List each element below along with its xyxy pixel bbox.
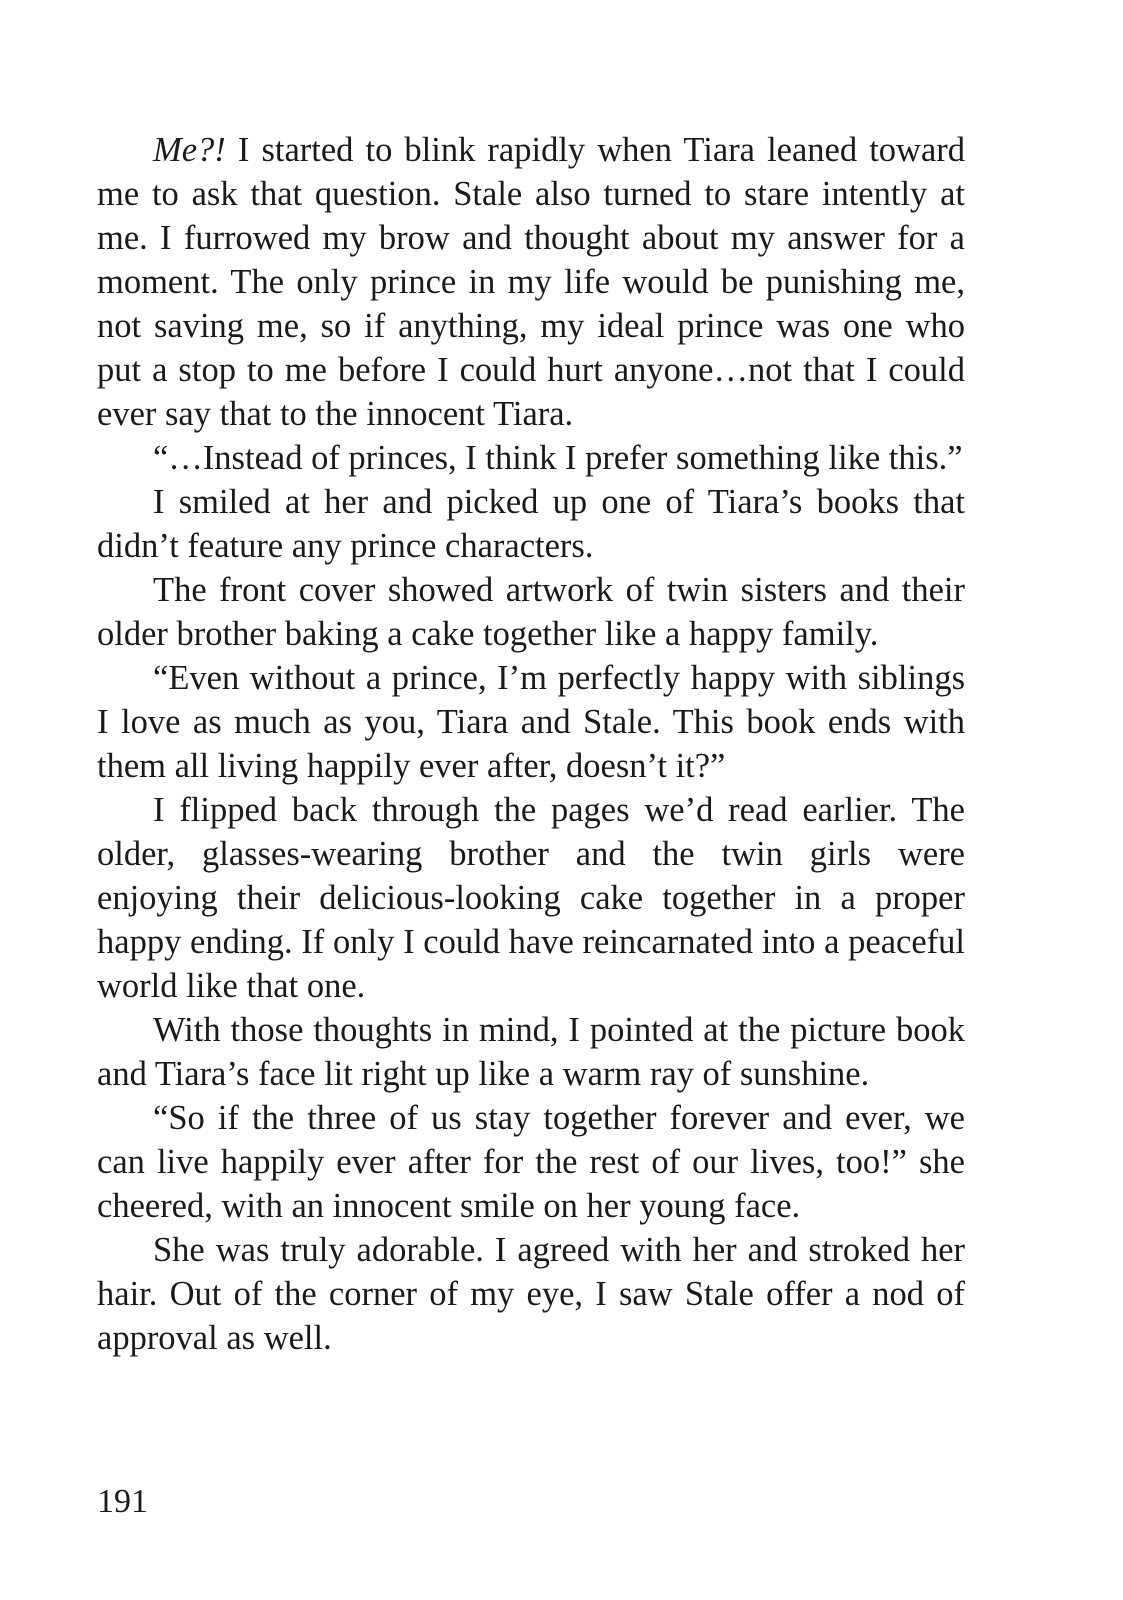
paragraph <box>97 480 965 568</box>
paragraph-text: The front cover showed artwork of twin sisters and their older brother baking a cake together like a happy family. <box>97 571 965 653</box>
paragraph <box>97 1096 965 1228</box>
paragraph-text: I flipped back through the pages we’d read earlier. The older, glasses-wearing brother and the twin girls were enjoying their delicious-looking cake together in a proper happy ending. If only I could have reincarnated into a peaceful world like that one. <box>97 791 965 1005</box>
paragraph-text: I started to blink rapidly when Tiara leaned toward me to ask that question. Stale also turned to stare intently at me. I furrowed my brow and thought about my answer for a moment. The only prince in my life would be punishing me, not saving me, so if anything, my ideal prince was one who put a stop to me before I could hurt anyone…not that I could ever say that to the innocent Tiara. <box>97 131 965 433</box>
paragraph <box>97 1228 965 1360</box>
paragraph-text: “So if the three of us stay together forever and ever, we can live happily ever after for the rest of our lives, too!” she cheered, with an innocent smile on her young face. <box>97 1099 965 1225</box>
paragraph-italic-lead: Me?! <box>153 131 226 169</box>
page-body <box>97 128 965 1360</box>
paragraph <box>97 128 965 436</box>
paragraph-text: “…Instead of princes, I think I prefer something like this.” <box>153 439 963 477</box>
paragraph <box>97 656 965 788</box>
paragraph-text: With those thoughts in mind, I pointed at the picture book and Tiara’s face lit right up like a warm ray of sunshine. <box>97 1011 965 1093</box>
paragraph <box>97 788 965 1008</box>
paragraph <box>97 1008 965 1096</box>
paragraph-text: She was truly adorable. I agreed with her and stroked her hair. Out of the corner of my eye, I saw Stale offer a nod of approval as well. <box>97 1231 965 1357</box>
paragraph <box>97 436 965 480</box>
paragraph-text: I smiled at her and picked up one of Tiara’s books that didn’t feature any prince characters. <box>97 483 965 565</box>
paragraph-text: “Even without a prince, I’m perfectly happy with siblings I love as much as you, Tiara and Stale. This book ends with them all living happily ever after, doesn’t it?” <box>97 659 965 785</box>
paragraph <box>97 568 965 656</box>
page-number: 191 <box>97 1483 148 1520</box>
